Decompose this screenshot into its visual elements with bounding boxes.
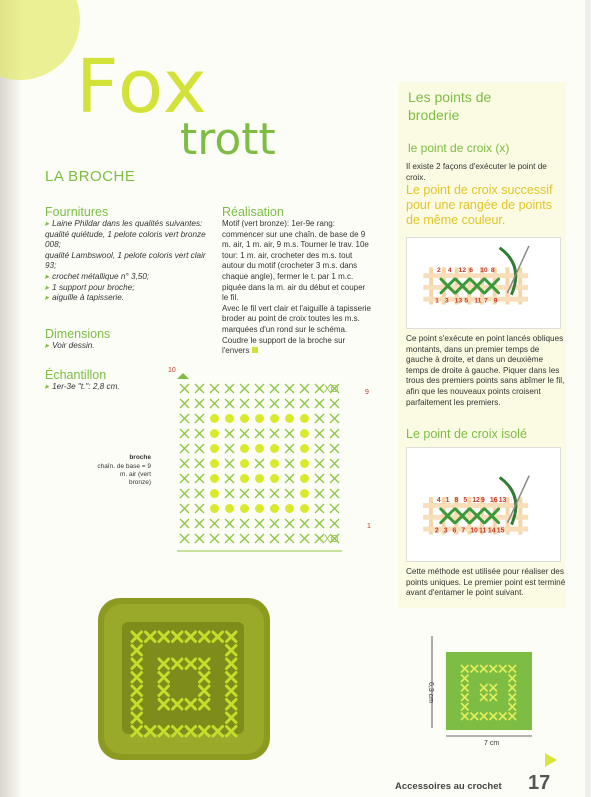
stitch-number: 1 (445, 497, 450, 505)
chart-dot-stitch (255, 474, 264, 483)
chart-x-stitch (315, 384, 324, 393)
chart-x-stitch (285, 519, 294, 528)
chart-x-stitch (315, 474, 324, 483)
stitch-number: 4 (436, 497, 441, 505)
title-line1: Fox (76, 44, 209, 130)
chart-start-marker (177, 373, 189, 379)
chart-x-stitch (330, 519, 339, 528)
chart-x-stitch (285, 534, 294, 543)
chart-x-stitch (255, 534, 264, 543)
chart-dot-stitch (300, 414, 309, 423)
chart-x-stitch (225, 429, 234, 438)
chart-number-10: 10 (168, 367, 176, 374)
stitch-number: 12 (472, 497, 480, 505)
chart-x-stitch (285, 384, 294, 393)
isolated-stitch-diagram (406, 447, 561, 562)
stitch-number: 6 (469, 267, 474, 275)
broche-label: broche chaîn. de base = 9 m. air (vert bronze) (97, 454, 151, 486)
chart-dot-stitch (210, 444, 219, 453)
chart-dot-stitch (270, 474, 279, 483)
page-spine (0, 0, 22, 797)
chart-dot-stitch (210, 474, 219, 483)
fournitures-item: qualité Lambswool, 1 pelote coloris vert clair 93; (45, 250, 206, 271)
stitch-number: 11 (479, 527, 487, 535)
size-width-label: 7 cm (484, 740, 500, 747)
realisation-paragraph: Avec le fil vert clair et l'aiguille à tapisserie broder au point de croix toutes les m.s. marquées d'un rond sur le schéma. (222, 303, 371, 334)
chart-x-stitch (240, 534, 249, 543)
chart-x-stitch (330, 399, 339, 408)
chart-x-stitch (225, 474, 234, 483)
chart-x-stitch (225, 444, 234, 453)
chart-x-stitch (285, 489, 294, 498)
chart-dot-stitch (270, 444, 279, 453)
fournitures-item: ▸ Laine Phildar dans les qualités suivantes: qualité quiétude, 1 pelote coloris vert bronze 008; (45, 219, 215, 251)
footer-text: Accessoires au crochet (395, 781, 502, 792)
stitch-number: 8 (454, 497, 459, 505)
stitch-number: 8 (490, 267, 495, 275)
chart-x-stitch (255, 399, 264, 408)
chart-dot-stitch (210, 504, 219, 513)
chart-x-stitch (270, 384, 279, 393)
chart-x-stitch (330, 504, 339, 513)
chart-dot-stitch (240, 474, 249, 483)
chart-dot-stitch (300, 444, 309, 453)
chart-x-stitch (315, 444, 324, 453)
fournitures-item: ▸ 1 support pour broche; (45, 283, 215, 294)
chart-x-stitch (300, 384, 309, 393)
chart-dot-stitch (255, 444, 264, 453)
chart-x-stitch (225, 459, 234, 468)
chart-dot-stitch (240, 414, 249, 423)
chart-x-stitch (330, 444, 339, 453)
chart-dot-stitch (210, 489, 219, 498)
chart-x-stitch (315, 504, 324, 513)
chart-x-stitch (210, 384, 219, 393)
successive-text: Ce point s'exécute en point lancés obliques montants, dans un premier temps de gauche à droite, et dans un deuxième temps de droite à gauche. Piquer dans les trous des premiers points sans abîmer le fil, afin que les nouveaux points croisent parfaitement les premiers. (406, 334, 565, 407)
fournitures-section (45, 205, 215, 304)
chart-dot-stitch (225, 504, 234, 513)
chart-x-stitch (330, 489, 339, 498)
chart-x-stitch (270, 519, 279, 528)
chart-dot-stitch (255, 414, 264, 423)
chart-x-stitch (195, 459, 204, 468)
chart-x-stitch (300, 399, 309, 408)
stitch-number: 1 (435, 297, 439, 305)
chart-dot-stitch (300, 459, 309, 468)
chart-corner-label: XO (324, 534, 339, 545)
chart-x-stitch (195, 429, 204, 438)
chart-x-stitch (315, 489, 324, 498)
decorative-circle (0, 0, 80, 80)
chart-x-stitch (195, 384, 204, 393)
stitch-number: 10 (470, 527, 478, 535)
chart-dot-stitch (285, 414, 294, 423)
stitch-number: 5 (464, 297, 469, 305)
croix-text: Il existe 2 façons d'exécuter le point de croix. (406, 162, 547, 182)
isolated-text: Cette méthode est utilisée pour réaliser des points uniques. Le premier point est terminé avant d'entamer le point suivant. (406, 567, 566, 598)
chart-x-stitch (315, 459, 324, 468)
chart-dot-stitch (210, 429, 219, 438)
stitch-number: 4 (447, 267, 452, 275)
chart-dot-stitch (300, 489, 309, 498)
echantillon-item: ▸ 1er-3e "t.": 2,8 cm. (45, 382, 215, 393)
chart-x-stitch (300, 519, 309, 528)
chart-x-stitch (270, 489, 279, 498)
chart-x-stitch (180, 444, 189, 453)
chart-x-stitch (195, 399, 204, 408)
chart-x-stitch (270, 399, 279, 408)
chart-dot-stitch (225, 414, 234, 423)
realisation-section (222, 205, 372, 357)
chart-corner-label: XO (324, 384, 339, 395)
chart-x-stitch (315, 414, 324, 423)
chart-dot-stitch (270, 459, 279, 468)
chart-x-stitch (255, 519, 264, 528)
stitch-number: 11 (474, 297, 482, 305)
stitch-number: 9 (481, 497, 485, 505)
stitch-number: 3 (443, 527, 448, 535)
realisation-heading: Réalisation (222, 205, 284, 219)
chart-x-stitch (285, 399, 294, 408)
stitch-number: 2 (434, 527, 439, 535)
chart-x-stitch (285, 429, 294, 438)
chart-x-stitch (255, 384, 264, 393)
chart-dot-stitch (240, 444, 249, 453)
chart-dot-stitch (240, 504, 249, 513)
chart-x-stitch (315, 534, 324, 543)
chart-x-stitch (210, 534, 219, 543)
chart-x-stitch (180, 459, 189, 468)
dimensions-heading: Dimensions (45, 327, 111, 341)
size-diagram (424, 632, 534, 742)
stitch-number: 2 (437, 267, 441, 275)
chart-number-9: 9 (365, 389, 369, 396)
isolated-title: Le point de croix isolé (406, 427, 527, 441)
chart-dot-stitch (240, 459, 249, 468)
chart-x-stitch (315, 429, 324, 438)
realisation-paragraph: Coudre le support de la broche sur l'envers (222, 335, 346, 356)
chart-x-stitch (180, 429, 189, 438)
fournitures-item: ▸ crochet métallique n° 3,50; (45, 272, 215, 283)
chart-x-stitch (285, 474, 294, 483)
stitch-number: 13 (454, 297, 463, 305)
size-height-label: 6,3 cm (427, 681, 435, 704)
chart-x-stitch (240, 519, 249, 528)
chart-dot-stitch (270, 504, 279, 513)
chart-x-stitch (285, 459, 294, 468)
chart-x-stitch (180, 474, 189, 483)
stitch-number: 5 (463, 497, 468, 505)
stitch-number: 6 (452, 527, 457, 535)
stitch-number: 14 (487, 527, 496, 535)
chart-x-stitch (225, 384, 234, 393)
chart-x-stitch (330, 459, 339, 468)
successive-title: Le point de croix successif pour une rangée de points de même couleur. (406, 183, 553, 227)
stitch-number: 13 (498, 497, 507, 505)
chart-x-stitch (330, 429, 339, 438)
chart-x-stitch (270, 534, 279, 543)
title-line2: trott (180, 114, 276, 165)
chart-x-stitch (195, 414, 204, 423)
dimensions-section (45, 327, 215, 352)
chart-x-stitch (225, 399, 234, 408)
dimensions-item: ▸ Voir dessin. (45, 341, 215, 352)
chart-x-stitch (210, 399, 219, 408)
echantillon-heading: Échantillon (45, 368, 107, 382)
chart-x-stitch (180, 384, 189, 393)
stitch-number: 7 (483, 297, 488, 305)
fournitures-heading: Fournitures (45, 205, 109, 219)
chart-number-1: 1 (367, 523, 371, 530)
chart-x-stitch (285, 444, 294, 453)
chart-x-stitch (180, 399, 189, 408)
panel-title: Les points de broderie (408, 89, 492, 123)
brooch-photo (94, 592, 274, 767)
chart-x-stitch (195, 519, 204, 528)
chart-x-stitch (240, 399, 249, 408)
chart-x-stitch (195, 504, 204, 513)
embroidery-panel (398, 82, 566, 608)
chart-x-stitch (240, 429, 249, 438)
successive-stitch-diagram (406, 237, 561, 329)
chart-dot-stitch (210, 414, 219, 423)
chart-dot-stitch (300, 429, 309, 438)
page-number: 17 (528, 772, 551, 794)
chart-x-stitch (195, 534, 204, 543)
chart-dot-stitch (270, 414, 279, 423)
chart-dot-stitch (285, 504, 294, 513)
chart-x-stitch (180, 504, 189, 513)
chart-dot-stitch (210, 459, 219, 468)
stitch-number: 7 (461, 527, 466, 535)
stitch-number: 12 (458, 267, 467, 275)
chart-x-stitch (240, 384, 249, 393)
chart-x-stitch (270, 429, 279, 438)
chart-x-stitch (315, 399, 324, 408)
chart-x-stitch (225, 534, 234, 543)
chart-x-stitch (330, 414, 339, 423)
chart-x-stitch (255, 459, 264, 468)
chart-dot-stitch (300, 474, 309, 483)
chart-x-stitch (180, 519, 189, 528)
stitch-number: 16 (489, 497, 498, 505)
chart-x-stitch (240, 489, 249, 498)
chart-x-stitch (195, 444, 204, 453)
chart-x-stitch (255, 489, 264, 498)
chart-x-stitch (225, 489, 234, 498)
stitch-number: 9 (493, 297, 498, 305)
chart-dot-stitch (300, 504, 309, 513)
stitch-number: 10 (480, 267, 488, 275)
chart-x-stitch (210, 519, 219, 528)
chart-x-stitch (195, 489, 204, 498)
stitch-number: 3 (444, 297, 449, 305)
chart-x-stitch (330, 474, 339, 483)
next-arrow-icon (545, 753, 557, 767)
subtitle: LA BROCHE (45, 168, 136, 185)
chart-dot-stitch (255, 504, 264, 513)
chart-x-stitch (180, 414, 189, 423)
croix-title: le point de croix (x) (408, 141, 510, 155)
chart-x-stitch (300, 534, 309, 543)
realisation-paragraph: Motif (vert bronze): 1er-9e rang: commencer sur une chaîn. de base de 9 m. air, 1 m. air, 9 m.s. Tourner le trav. 10e tour: 1 m. air, crocheter des m.s. tout autour du motif (crocheter 3 m.s. dans chaque angle), fermer le t. par 1 m.c. piquée dans la m. air du début et couper le fil. (222, 219, 369, 303)
chart-x-stitch (315, 519, 324, 528)
fournitures-item: ▸ aiguille à tapisserie. (45, 293, 215, 304)
page-edge (585, 0, 591, 797)
stitch-number: 15 (496, 527, 505, 535)
chart-x-stitch (195, 474, 204, 483)
chart-x-stitch (180, 489, 189, 498)
chart-x-stitch (225, 519, 234, 528)
chart-x-stitch (180, 534, 189, 543)
crochet-chart (165, 367, 365, 557)
chart-x-stitch (255, 429, 264, 438)
